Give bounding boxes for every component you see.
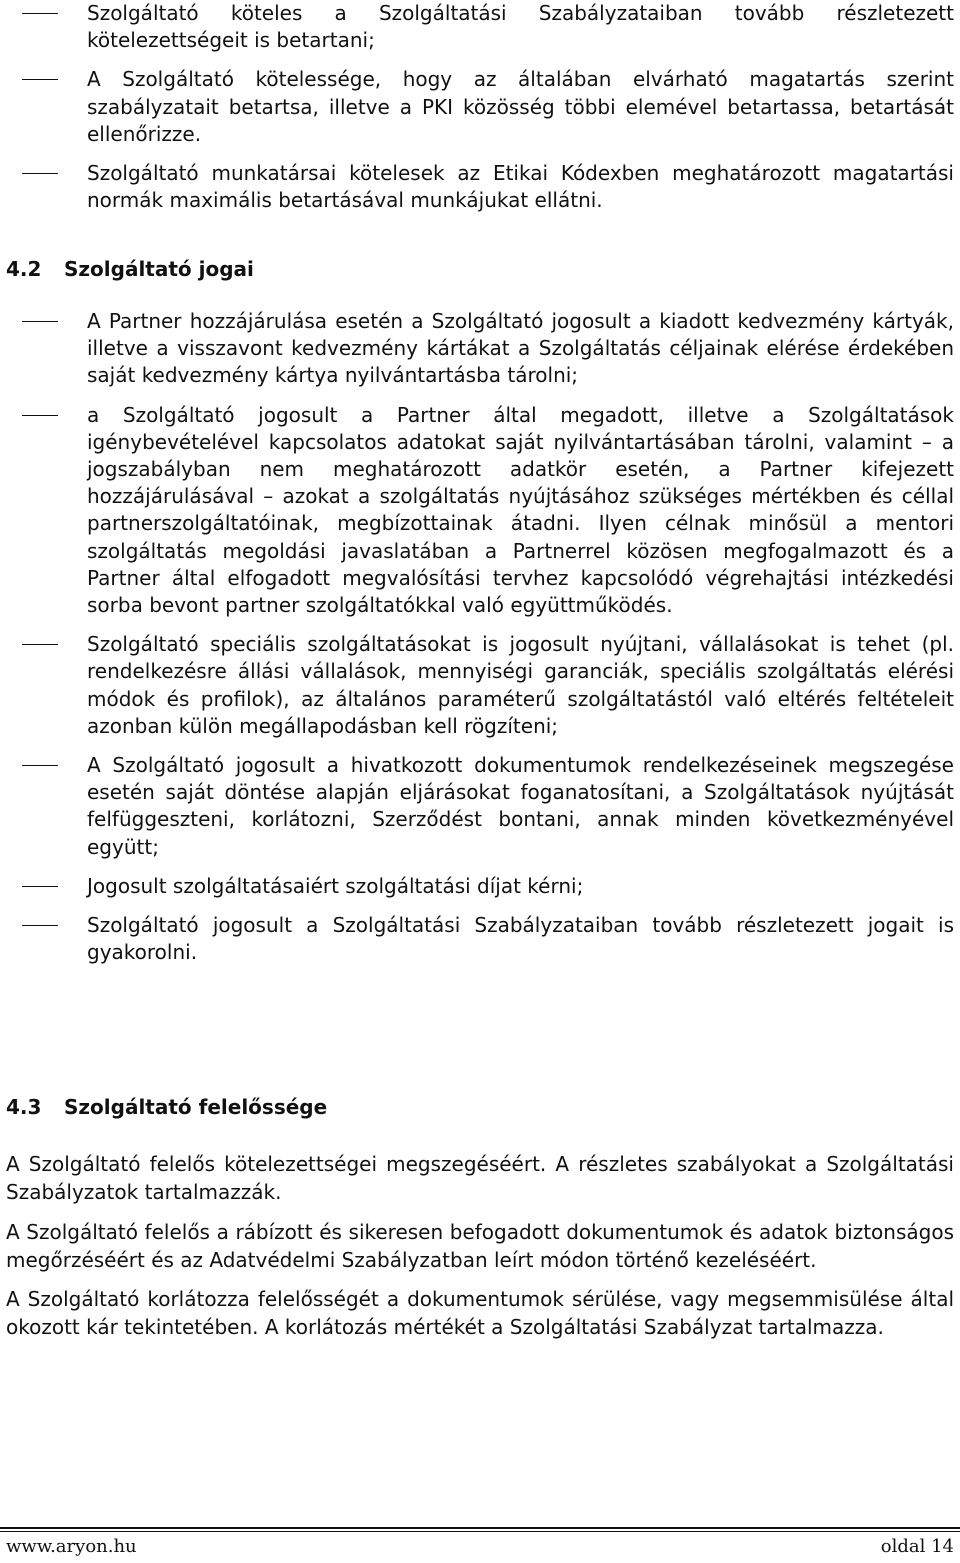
section-number: 4.2 bbox=[6, 257, 42, 281]
list-item bbox=[0, 308, 960, 390]
list-item bbox=[0, 402, 960, 620]
list-item bbox=[0, 631, 960, 740]
list-item-text: A Szolgáltató jogosult a hivatkozott dokumentumok rendelkezéseinek megszegése esetén saját döntése alapján eljárásokat foganatosítani, a Szolgáltatások nyújtását felfüggeszteni, korlátozni, Szerződést bontani, annak minden következményével együtt; bbox=[87, 753, 954, 859]
section-title: Szolgáltató jogai bbox=[64, 257, 254, 281]
paragraph: A Szolgáltató felelős kötelezettségei megszegéséért. A részletes szabályokat a Szolgáltatási Szabályzatok tartalmazzák. bbox=[6, 1152, 954, 1205]
dash-bullet-icon bbox=[22, 79, 58, 80]
liability-paragraphs bbox=[6, 1150, 954, 1353]
list-item-text: A Szolgáltató kötelessége, hogy az általában elvárható magatartás szerint szabályzatait betartsa, illetve a PKI közösség többi elemével betartassa, betartását ellenőrizze. bbox=[87, 67, 954, 146]
paragraph: A Szolgáltató korlátozza felelősségét a dokumentumok sérülése, vagy megsemmisülése által okozott kár tekintetében. A korlátozás mértékét a Szolgáltatási Szabályzat tartalmazza. bbox=[6, 1287, 954, 1340]
dash-bullet-icon bbox=[22, 925, 58, 926]
list-item bbox=[0, 160, 960, 214]
list-item-text: Szolgáltató munkatársai kötelesek az Etikai Kódexben meghatározott magatartási normák maximális betartásával munkájukat ellátni. bbox=[87, 161, 954, 213]
footer-page-number: oldal 14 bbox=[880, 1536, 954, 1557]
footer-divider bbox=[0, 1531, 960, 1532]
list-item bbox=[0, 752, 960, 861]
list-item-text: a Szolgáltató jogosult a Partner által megadott, illetve a Szolgáltatások igénybevételével kapcsolatos adatokat saját nyilvántartásában tárolni, valamint – a jogszabályban nem meghatározott adatkör esetén, a Partner kifejezett hozzájárulásával – azokat a szolgáltatás nyújtásához szükséges mértékben és céllal partnerszolgáltatóinak, megbízottainak átadni. Ilyen célnak minősül a mentori szolgáltatás megoldási javaslatában a Partnerrel közösen megfogalmazott és a Partner által elfogadott megvalósítási tervhez kapcsolódó végrehajtási intézkedési sorba bevont partner szolgáltatókkal való együttműködés. bbox=[87, 402, 954, 618]
dash-bullet-icon bbox=[22, 173, 58, 174]
section-heading-4-2 bbox=[6, 256, 254, 283]
list-item-text: Jogosult szolgáltatásaiért szolgáltatási díjat kérni; bbox=[87, 873, 584, 898]
list-item bbox=[0, 873, 960, 900]
dash-bullet-icon bbox=[22, 321, 58, 322]
section-number: 4.3 bbox=[6, 1095, 42, 1119]
dash-bullet-icon bbox=[22, 765, 58, 766]
footer-divider bbox=[0, 1527, 960, 1529]
obligations-list bbox=[0, 0, 960, 226]
list-item-text: Szolgáltató speciális szolgáltatásokat is jogosult nyújtani, vállalásokat is tehet (pl. rendelkezésre állási vállalások, mennyiségi garanciák, speciális szolgáltatás elérési módok és profilok), az általános paraméterű szolgáltatástól való eltérés feltételeit azonban külön megállapodásban kell rögzíteni; bbox=[87, 632, 954, 738]
paragraph: A Szolgáltató felelős a rábízott és sikeresen befogadott dokumentumok és adatok biztonságos megőrzéséért és az Adatvédelmi Szabályzatban leírt módon történő kezeléséért. bbox=[6, 1219, 954, 1272]
list-item-text: A Partner hozzájárulása esetén a Szolgáltató jogosult a kiadott kedvezmény kártyák, illetve a visszavont kedvezmény kártákat a Szolgáltatás céljainak elérése érdekében saját kedvezmény kártya nyilvántartásba tárolni; bbox=[87, 309, 954, 388]
dash-bullet-icon bbox=[22, 886, 58, 887]
list-item bbox=[0, 912, 960, 966]
list-item bbox=[0, 0, 960, 54]
list-item-text: Szolgáltató köteles a Szolgáltatási Szabályzataiban tovább részletezett kötelezettségeit is betartani; bbox=[87, 1, 954, 53]
rights-list bbox=[0, 308, 960, 978]
section-title: Szolgáltató felelőssége bbox=[64, 1095, 328, 1119]
dash-bullet-icon bbox=[22, 415, 58, 416]
list-item-text: Szolgáltató jogosult a Szolgáltatási Szabályzataiban tovább részletezett jogait is gyakorolni. bbox=[87, 913, 954, 965]
list-item bbox=[0, 66, 960, 148]
section-heading-4-3 bbox=[6, 1094, 327, 1121]
footer-website: www.aryon.hu bbox=[6, 1536, 137, 1557]
dash-bullet-icon bbox=[22, 644, 58, 645]
dash-bullet-icon bbox=[22, 13, 58, 14]
